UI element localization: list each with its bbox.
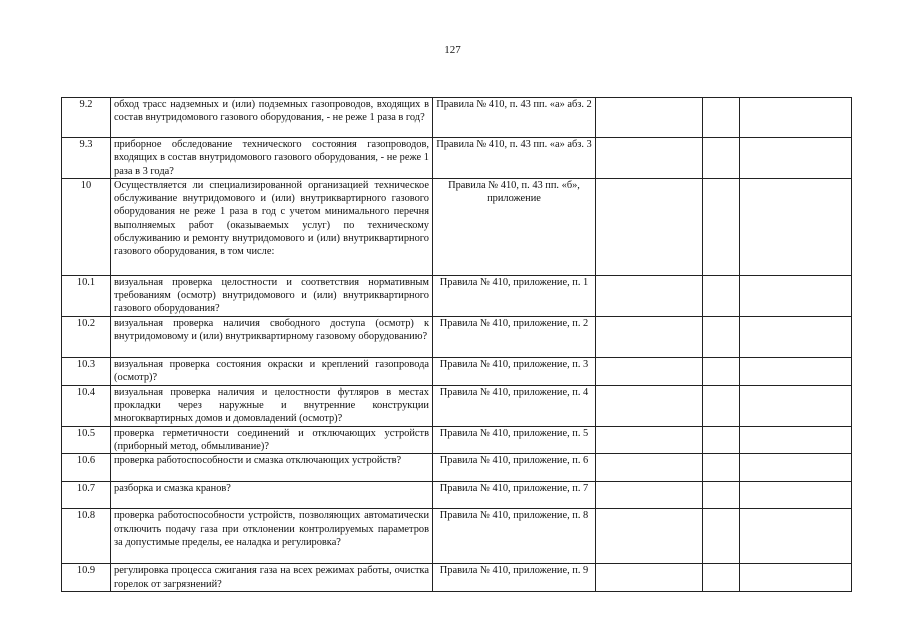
row-answer-cell xyxy=(596,275,703,316)
row-reference: Правила № 410, п. 43 пп. «а» абз. 3 xyxy=(433,138,596,179)
table-row xyxy=(62,426,852,454)
row-mark-cell xyxy=(703,98,740,138)
row-answer-cell xyxy=(596,426,703,454)
row-reference: Правила № 410, п. 43 пп. «а» абз. 2 xyxy=(433,98,596,138)
row-note-cell xyxy=(740,275,852,316)
table-row xyxy=(62,454,852,482)
row-note-cell xyxy=(740,138,852,179)
row-mark-cell xyxy=(703,454,740,482)
row-mark-cell xyxy=(703,385,740,426)
row-question: визуальная проверка состояния окраски и креплений газопровода (осмотр)? xyxy=(111,357,433,385)
row-answer-cell xyxy=(596,385,703,426)
row-question: Осуществляется ли специализированной организацией техническое обслуживание внутридомового и (или) внутриквартирного газового оборудования не реже 1 раза в год с учетом минимального перечня выполняемых работ (оказываемых услуг) по техническому обслуживанию и ремонту внутридомового и (или) внутриквартирного газового оборудования, в том числе: xyxy=(111,178,433,275)
row-answer-cell xyxy=(596,138,703,179)
row-mark-cell xyxy=(703,138,740,179)
row-mark-cell xyxy=(703,564,740,592)
row-note-cell xyxy=(740,454,852,482)
table-row xyxy=(62,357,852,385)
row-number: 10.8 xyxy=(62,509,111,564)
row-note-cell xyxy=(740,482,852,509)
row-reference: Правила № 410, приложение, п. 4 xyxy=(433,385,596,426)
row-note-cell xyxy=(740,385,852,426)
checklist-table xyxy=(61,97,852,592)
row-number: 10.4 xyxy=(62,385,111,426)
row-answer-cell xyxy=(596,357,703,385)
row-question: проверка работоспособности устройств, позволяющих автоматически отключить подачу газа при отклонении контролируемых параметров за допустимые пределы, ее наладка и регулировка? xyxy=(111,509,433,564)
row-note-cell xyxy=(740,564,852,592)
row-reference: Правила № 410, приложение, п. 6 xyxy=(433,454,596,482)
row-answer-cell xyxy=(596,482,703,509)
row-mark-cell xyxy=(703,178,740,275)
row-reference: Правила № 410, приложение, п. 5 xyxy=(433,426,596,454)
row-note-cell xyxy=(740,178,852,275)
row-note-cell xyxy=(740,98,852,138)
row-mark-cell xyxy=(703,275,740,316)
table-row xyxy=(62,98,852,138)
row-question: визуальная проверка наличия свободного доступа (осмотр) к внутридомовому и (или) внутриквартирному газовому оборудованию? xyxy=(111,316,433,357)
row-mark-cell xyxy=(703,316,740,357)
row-note-cell xyxy=(740,316,852,357)
row-number: 9.3 xyxy=(62,138,111,179)
row-note-cell xyxy=(740,357,852,385)
row-answer-cell xyxy=(596,564,703,592)
table-row xyxy=(62,138,852,179)
row-mark-cell xyxy=(703,482,740,509)
row-reference: Правила № 410, приложение, п. 7 xyxy=(433,482,596,509)
row-question: разборка и смазка кранов? xyxy=(111,482,433,509)
row-number: 10.7 xyxy=(62,482,111,509)
table-row xyxy=(62,385,852,426)
row-mark-cell xyxy=(703,357,740,385)
table-row xyxy=(62,275,852,316)
table-row xyxy=(62,482,852,509)
table-row xyxy=(62,316,852,357)
row-mark-cell xyxy=(703,509,740,564)
row-reference: Правила № 410, приложение, п. 8 xyxy=(433,509,596,564)
row-number: 10.5 xyxy=(62,426,111,454)
row-number: 9.2 xyxy=(62,98,111,138)
row-answer-cell xyxy=(596,454,703,482)
row-reference: Правила № 410, приложение, п. 9 xyxy=(433,564,596,592)
row-note-cell xyxy=(740,509,852,564)
row-note-cell xyxy=(740,426,852,454)
row-question: обход трасс надземных и (или) подземных газопроводов, входящих в состав внутридомового газового оборудования, - не реже 1 раза в год? xyxy=(111,98,433,138)
row-reference: Правила № 410, приложение, п. 2 xyxy=(433,316,596,357)
page-number: 127 xyxy=(444,44,461,56)
row-reference: Правила № 410, приложение, п. 3 xyxy=(433,357,596,385)
table-row xyxy=(62,564,852,592)
row-mark-cell xyxy=(703,426,740,454)
row-number: 10.9 xyxy=(62,564,111,592)
row-answer-cell xyxy=(596,178,703,275)
row-answer-cell xyxy=(596,509,703,564)
row-question: регулировка процесса сжигания газа на всех режимах работы, очистка горелок от загрязнений? xyxy=(111,564,433,592)
row-question: приборное обследование технического состояния газопроводов, входящих в состав внутридомового газового оборудования, - не реже 1 раза в 3 года? xyxy=(111,138,433,179)
row-question: проверка работоспособности и смазка отключающих устройств? xyxy=(111,454,433,482)
row-reference: Правила № 410, приложение, п. 1 xyxy=(433,275,596,316)
row-answer-cell xyxy=(596,98,703,138)
table-row xyxy=(62,178,852,275)
row-number: 10.6 xyxy=(62,454,111,482)
row-question: проверка герметичности соединений и отключающих устройств (приборный метод, обмыливание)? xyxy=(111,426,433,454)
row-number: 10.3 xyxy=(62,357,111,385)
row-number: 10.1 xyxy=(62,275,111,316)
table-row xyxy=(62,509,852,564)
row-question: визуальная проверка наличия и целостности футляров в местах прокладки через наружные и внутренние конструкции многоквартирных домов и домовладений (осмотр)? xyxy=(111,385,433,426)
row-answer-cell xyxy=(596,316,703,357)
row-number: 10.2 xyxy=(62,316,111,357)
row-question: визуальная проверка целостности и соответствия нормативным требованиям (осмотр) внутридомового и (или) внутриквартирного газового оборудования? xyxy=(111,275,433,316)
row-number: 10 xyxy=(62,178,111,275)
row-reference: Правила № 410, п. 43 пп. «б», приложение xyxy=(433,178,596,275)
